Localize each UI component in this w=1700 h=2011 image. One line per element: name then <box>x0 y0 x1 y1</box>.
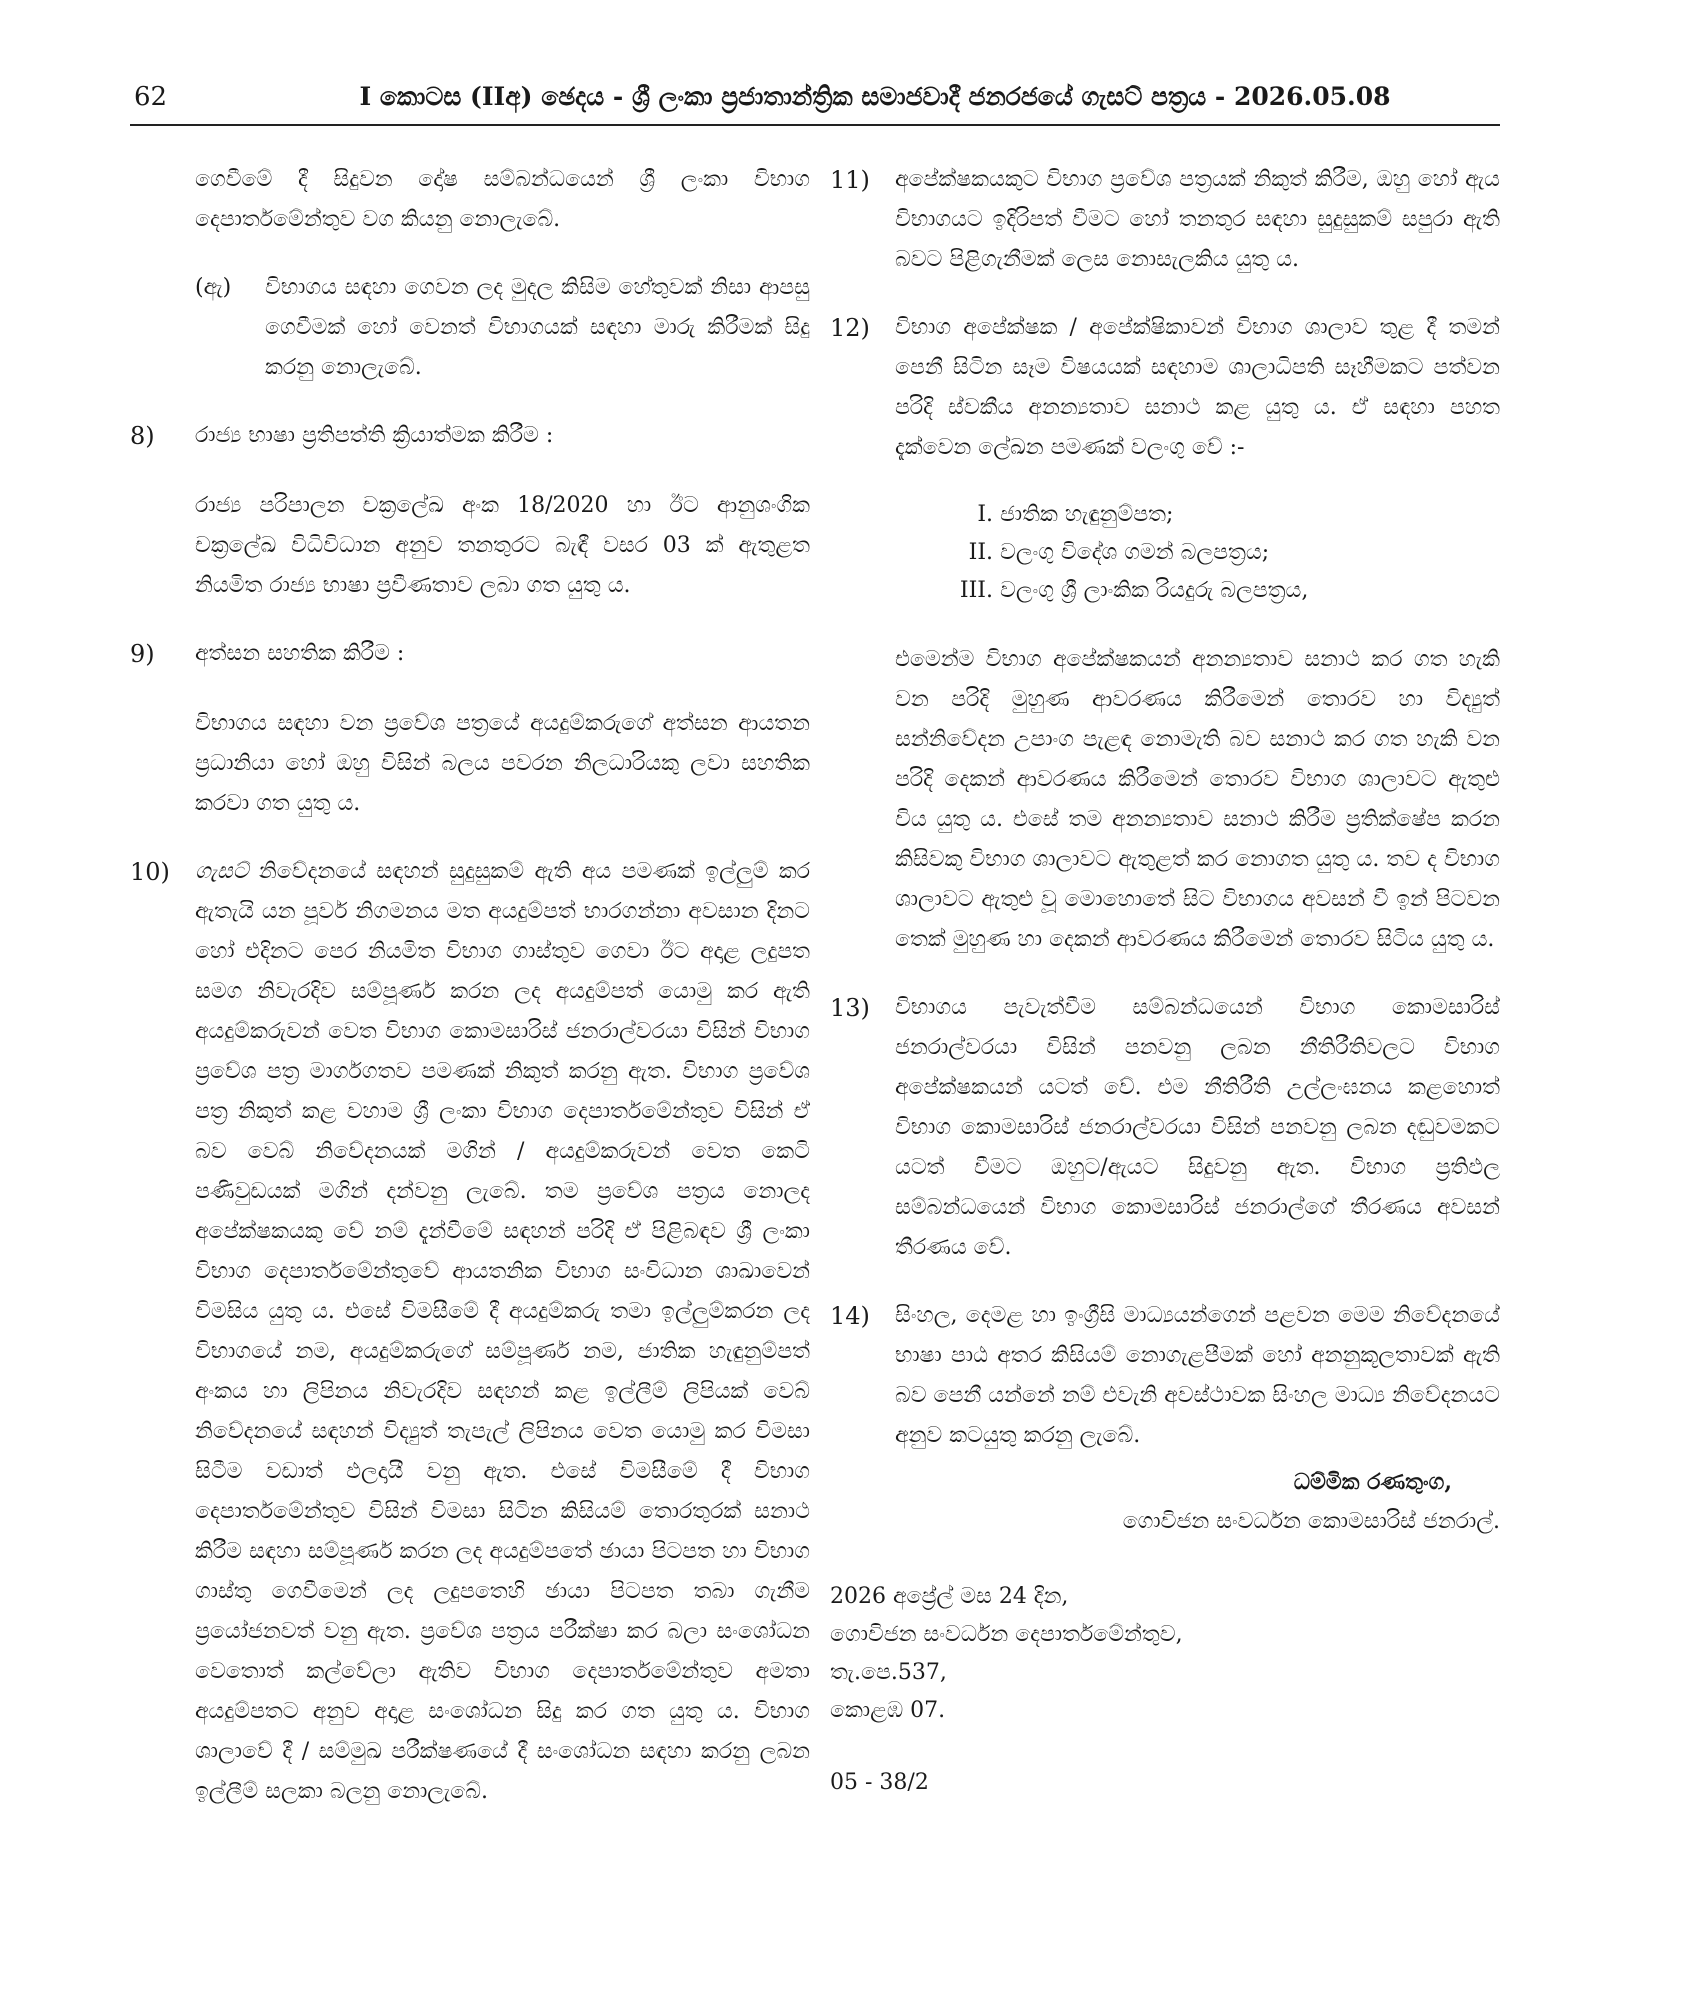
issue-details <box>830 1578 1500 1802</box>
item-9 <box>130 634 810 824</box>
sub-item-text: විභාගය සඳහා ගෙවන ලද මුදල කිසිම හේතුවක් නිසා ආපසු ගෙවීමක් හෝ වෙනත් විභාගයක් සඳහා මාරු කිරීමක් සිදු කරනු නොලැබේ. <box>265 275 810 380</box>
item-number: 10) <box>130 858 170 886</box>
reference-code: 05 - 38/2 <box>830 1770 929 1795</box>
city: කොළඹ 07. <box>830 1698 946 1723</box>
item-text: විභාගය සඳහා වන ප්‍රවේශ පත්‍රයේ අයදුම්කරුගේ අත්සන ආයතන ප්‍රධානියා හෝ ඔහු විසින් බලය පවරන නිලධාරියකු ලවා සහතික කරවා ගත යුතු ය. <box>195 711 810 816</box>
department-name: ගොවිජන සංවර්ධන දෙපාර්තමේන්තුව, <box>830 1622 1183 1647</box>
signatory-title: ගොවිජන සංවර්ධන කොමසාරිස් ජනරාල්. <box>1122 1509 1500 1534</box>
item-14 <box>830 1296 1500 1542</box>
item-text: විභාගය පැවැත්වීම සම්බන්ධයෙන් විභාග කොමසාරිස් ජනරාල්වරයා විසින් පනවනු ලබන නීතිරීතිවලට විභාග අපේක්ෂකයන් යටත් වේ. එම නීතිරීති උල්ලංඝනය කළහොත් විභාග කොමසාරිස් ජනරාල්වරයා විසින් පනවනු ලබන දඬුවමකට යටත් වීමට ඔහුට/ඇයට සිදුවනු ඇත. විභාග ප්‍රතිඵල සම්බන්ධයෙන් විභාග කොමසාරිස් ජනරාල්ගේ තීරණය අවසන් තීරණය වේ. <box>895 995 1500 1260</box>
item-12 <box>830 308 1500 960</box>
page-header <box>130 80 1500 126</box>
list-item <box>955 534 1500 572</box>
item-number: 13) <box>830 994 870 1022</box>
item-text: අපේක්ෂකයකුට විභාග ප්‍රවේශ පත්‍රයක් නිකුත් කිරීම, ඔහු හෝ ඇය විභාගයට ඉදිරිපත් වීමට හෝ තනතුර සඳහා සුදුසුකම් සපුරා ඇති බවට පිළිගැනීමක් ලෙස නොසැලකිය යුතු ය. <box>895 167 1500 272</box>
id-documents-list <box>955 496 1500 610</box>
signature-block <box>895 1462 1500 1542</box>
item-text: රාජ්‍ය පරිපාලන චක්‍රලේඛ අංක 18/2020 හා ඊට ආනුශංගික චක්‍රලේඛ විධිවිධාන අනුව තනතුරට බැඳී වසර 03 ක් ඇතුළත නියමිත රාජ්‍ය භාෂා ප්‍රවීණතාව ලබා ගත යුතු ය. <box>195 493 810 598</box>
item-text-body: නිවේදනයේ සඳහන් සුදුසුකම් ඇති අය පමණක් ඉල්ලුම් කර ඇතැයි යන පූර්ව නිගමනය මත අයදුම්පත් භාරගන්නා අවසාන දිනට හෝ එදිනට පෙර නියමිත විභාග ගාස්තුව ගෙවා ඊට අදාළ ලදුපත සමග නිවැරදිව සම්පූර්ණ කරන ලද අයදුම්පත් යොමු කර ඇති අයදුම්කරුවන් වෙත විභාග කොමසාරිස් ජනරාල්වරයා විසින් විභාග ප්‍රවේශ පත්‍ර මාර්ගගතව පමණක් නිකුත් කරනු ඇත. විභාග ප්‍රවේශ පත්‍ර නිකුත් කළ වහාම ශ්‍රී ලංකා විභාග දෙපාර්තමේන්තුව විසින් ඒ බව වෙබ් නිවේදනයක් මගින් / අයදුම්කරුවන් වෙත කෙටි පණිවුඩයක් මගින් දන්වනු ලැබේ. තම ප්‍රවේශ පත්‍රය නොලද අපේක්ෂකයකු වේ නම් දැන්වීමේ සඳහන් පරිදි ඒ පිළිබඳව ශ්‍රී ලංකා විභාග දෙපාර්තමේන්තුවේ ආයතනික විභාග සංවිධාන ශාඛාවෙන් විමසිය යුතු ය. එසේ විමසීමේ දී අයදුම්කරු තමා ඉල්ලුම්කරන ලද විභාගයේ නම, අයදුම්කරුගේ සම්පූර්ණ නම, ජාතික හැඳුනුම්පත් අංකය හා ලිපිනය නිවැරදිව සඳහන් කළ ඉල්ලීම් ලිපියක් වෙබ් නිවේදනයේ සඳහන් විද්‍යුත් තැපැල් ලිපිනය වෙත යොමු කර විමසා සිටීම වඩාත් ඵලදායී වනු ඇත. එසේ විමසීමේ දී විභාග දෙපාර්තමේන්තුව විසින් විමසා සිටින කිසියම් තොරතුරක් සනාථ කිරීම සඳහා සම්පූර්ණ කරන ලද අයදුම්පතේ ඡායා පිටපත හා විභාග ගාස්තු ගෙවීමෙන් ලද ලදුපතෙහි ඡායා පිටපත තබා ගැනීම ප්‍රයෝජනවත් වනු ඇත. ප්‍රවේශ පත්‍රය පරීක්ෂා කර බලා සංශෝධන වෙතොත් කල්වේලා ඇතිව විභාග දෙපාර්තමේන්තුව අමතා අයදුම්පතට අනුව අදාළ සංශෝධන සිදු කර ගත යුතු ය. විභාග ශාලාවේ දී / සම්මුඛ පරීක්ෂණයේ දී සංශෝධන සඳහා කරනු ලබන ඉල්ලීම් සලකා බලනු නොලැබේ. <box>195 859 811 1804</box>
list-item-text: ජාතික හැඳුනුම්පත; <box>1000 502 1174 527</box>
item-text: විභාග අපේක්ෂක / අපේක්ෂිකාවන් විභාග ශාලාව තුළ දී තමන් පෙනී සිටින සෑම විෂයයක් සඳහාම ශාලාධිපති සෑහීමකට පත්වන පරිදි ස්වකීය අනන්‍යතාව සනාථ කළ යුතු ය. ඒ සඳහා පහත දැක්වෙන ලේඛන පමණක් වලංගු වේ :- <box>895 315 1500 460</box>
list-item <box>955 496 1500 534</box>
list-numeral: II. <box>968 540 993 565</box>
item-10 <box>130 852 810 1812</box>
item-number: 11) <box>830 166 870 194</box>
sub-item-a <box>195 268 810 388</box>
item-7-text: ගෙවීමේ දී සිදුවන දෝෂ සම්බන්ධයෙන් ශ්‍රී ලංකා විභාග දෙපාර්තමේන්තුව වග කියනු නොලැබේ. <box>195 167 810 232</box>
item-text-continuation: එමෙන්ම විභාග අපේක්ෂකයන් අනන්‍යතාව සනාථ කර ගත හැකි වන පරිදි මුහුණ ආවරණය කිරීමෙන් තොරව හා විද්‍යුත් සන්නිවේදන උපාංග පැළඳ නොමැති බව සනාථ කර ගත හැකි වන පරිදි දෙකන් ආවරණය කිරීමෙන් තොරව විභාග ශාලාවට ඇතුළු විය යුතු ය. එසේ තම අනන්‍යතාව සනාථ කිරීම ප්‍රතික්ෂේප කරන කිසිවකු විභාග ශාලාවට ඇතුළත් කර නොගත යුතු ය. තව ද විභාග ශාලාවට ඇතුළු වූ මොහොතේ සිට විභාගය අවසන් වී ඉන් පිටවන තෙක් මුහුණ හා දෙකන් ආවරණය කිරීමෙන් තොරව සිටිය යුතු ය. <box>895 647 1501 952</box>
item-11 <box>830 160 1500 280</box>
item-number: 9) <box>130 640 155 668</box>
item-8 <box>130 416 810 606</box>
item-text-lead: ගැසට් <box>195 859 249 884</box>
item-heading: රාජ්‍ය භාෂා ප්‍රතිපත්ති ක්‍රියාත්මක කිරීම : <box>195 423 554 448</box>
signatory-name: ධම්මික රණතුංග, <box>1293 1469 1452 1495</box>
list-item-text: වලංගු විදේශ ගමන් බලපත්‍රය; <box>1000 540 1270 565</box>
item-number: 12) <box>830 314 870 342</box>
issue-date: 2026 අප්‍රේල් මස 24 දින, <box>830 1584 1069 1609</box>
item-text <box>195 852 810 1812</box>
item-13 <box>830 988 1500 1268</box>
list-numeral: I. <box>977 502 993 527</box>
item-7-continuation <box>130 160 810 388</box>
left-column <box>130 160 810 1840</box>
list-item-text: වලංගු ශ්‍රී ලාංකික රියදුරු බලපත්‍රය, <box>1000 578 1309 603</box>
list-numeral: III. <box>959 578 993 603</box>
item-number: 14) <box>830 1302 870 1330</box>
item-text: සිංහල, දෙමළ හා ඉංග්‍රීසි මාධ්‍යයන්ගෙන් පළවන මෙම නිවේදනයේ භාෂා පාඨ අතර කිසියම් නොගැළපීමක් හෝ අනනුකූලතාවක් ඇති බව පෙනී යන්නේ නම් එවැනි අවස්ථාවක සිංහල මාධ්‍ය නිවේදනයට අනුව කටයුතු කරනු ලැබේ. <box>895 1303 1500 1448</box>
sub-item-label: (ඇ) <box>195 275 232 300</box>
po-box: තැ.පෙ.537, <box>830 1660 947 1685</box>
item-heading: අත්සන සහතික කිරීම : <box>195 641 405 666</box>
page-number: 62 <box>134 82 168 112</box>
gazette-title: I කොටස (IIඅ) ඡෙදය - ශ්‍රී ලංකා ප්‍රජාතාන්ත්‍රික සමාජවාදී ජනරජයේ ගැසට් පත්‍රය - 2026.05.08 <box>359 82 1391 111</box>
list-item <box>955 572 1500 610</box>
right-column <box>830 160 1500 1802</box>
item-number: 8) <box>130 422 155 450</box>
